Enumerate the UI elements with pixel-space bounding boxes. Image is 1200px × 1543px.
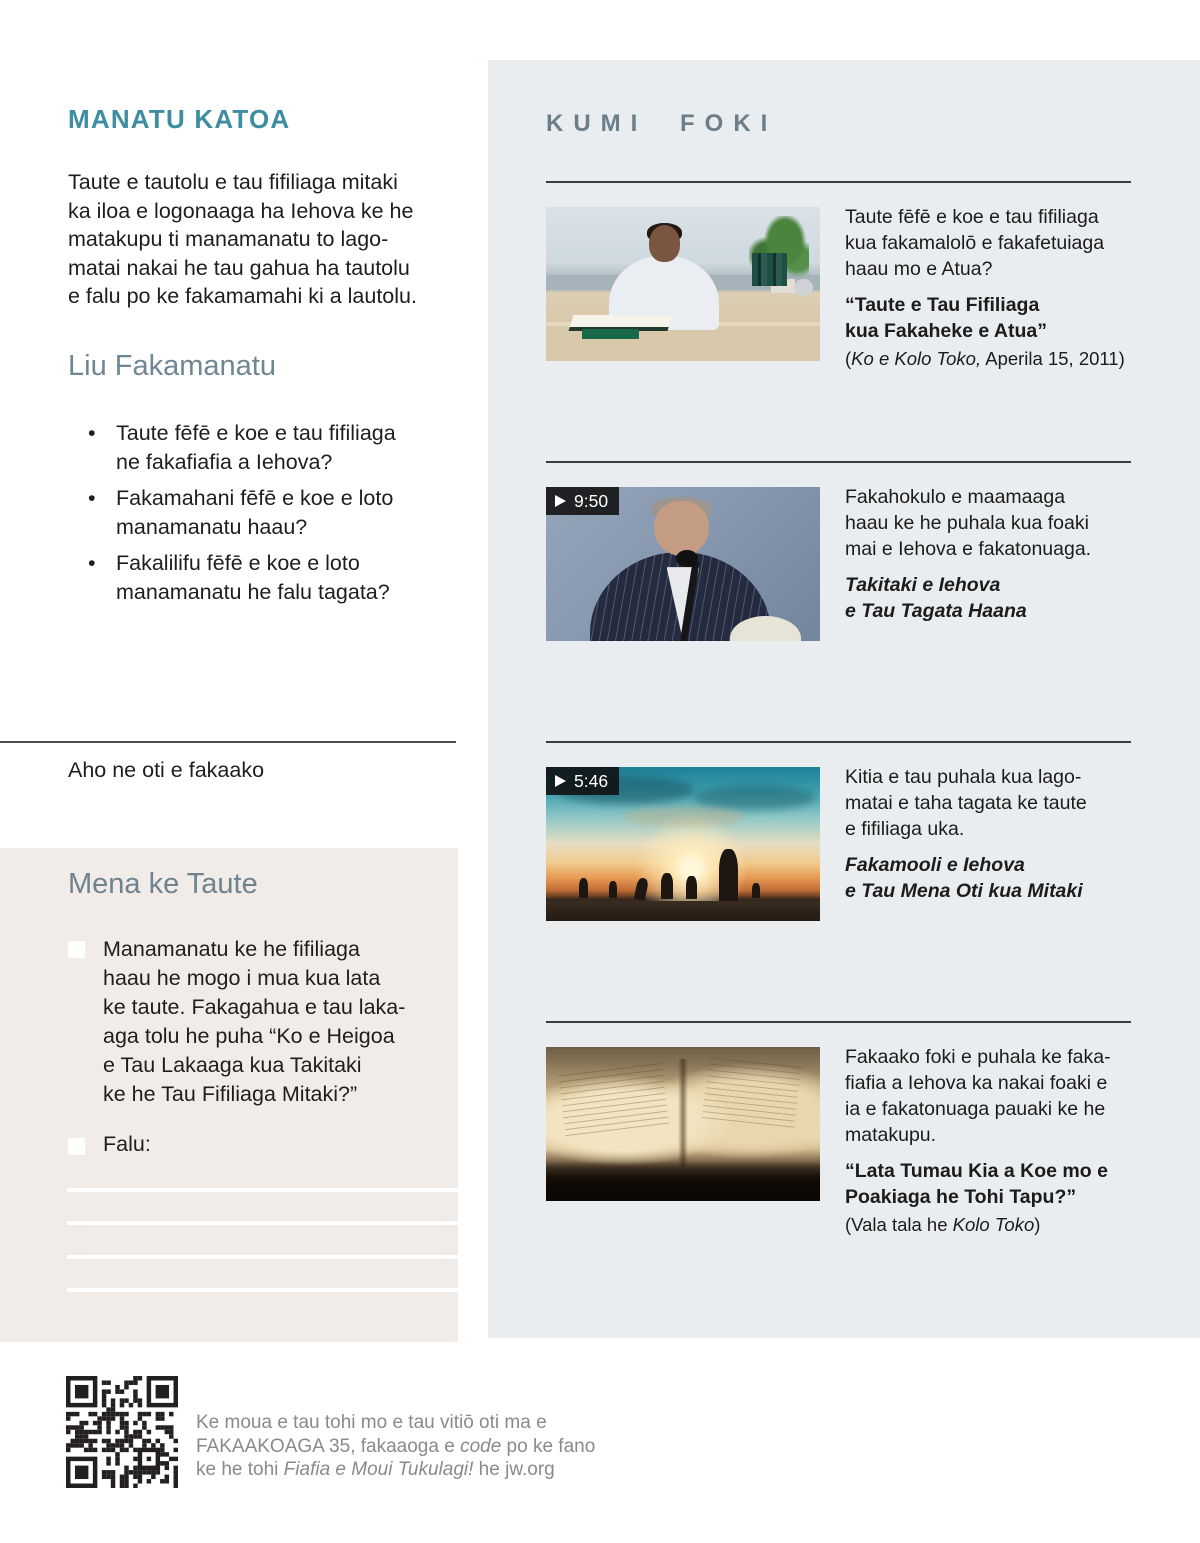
bible-shadow bbox=[546, 1161, 820, 1201]
bullet-icon: • bbox=[88, 486, 96, 510]
qr-caption-line3-pre: ke he tohi bbox=[196, 1459, 284, 1480]
speaker-video-thumbnail[interactable] bbox=[546, 487, 820, 641]
person-silhouette bbox=[719, 849, 738, 901]
item-4-paragraph: Fakaako foki e puhala ke faka- fiafia a Iehova ka nakai foaki e ia e fakatonuaga pauaki ke he matakupu. bbox=[845, 1046, 1111, 1146]
overview-heading: MANATU KATOA bbox=[68, 104, 291, 134]
qr-caption-line2-pre: FAKAAKOAGA 35, fakaaoga e bbox=[196, 1435, 461, 1457]
review-bullet-list bbox=[88, 419, 396, 614]
kumi-foki-heading: KUMI FOKI bbox=[546, 110, 778, 137]
bullet-icon: • bbox=[88, 421, 96, 445]
video-duration: 5:46 bbox=[574, 770, 609, 791]
item-4-text bbox=[845, 1044, 1145, 1237]
bible-text-lines bbox=[702, 1058, 801, 1129]
qr-caption-line1: Ke moua e tau tohi mo e tau vitiō oti ma e bbox=[196, 1412, 547, 1433]
play-icon bbox=[555, 775, 566, 787]
item-2-title[interactable]: Takitaki e Iehova e Tau Tagata Haana bbox=[845, 574, 1027, 622]
item-4-source-italic: Kolo Toko bbox=[952, 1214, 1035, 1235]
write-in-line-3[interactable] bbox=[67, 1255, 458, 1259]
item-3-paragraph: Kitia e tau puhala kua lago- matai e taha tagata ke taute e fifiliaga uka. bbox=[845, 766, 1087, 840]
todo-checkbox-2[interactable] bbox=[68, 1138, 85, 1155]
shelf-books bbox=[752, 253, 788, 285]
todo-item-2-label: Falu: bbox=[103, 1132, 151, 1156]
microphone bbox=[676, 550, 698, 567]
item-divider-1 bbox=[546, 181, 1131, 183]
item-4-title[interactable]: “Lata Tumau Kia a Koe mo e Poakiaga he Tohi Tapu?” bbox=[845, 1160, 1108, 1208]
person-silhouette bbox=[661, 873, 673, 899]
bible-text-lines bbox=[559, 1062, 670, 1139]
item-divider-2 bbox=[546, 461, 1131, 463]
todo-heading: Mena ke Taute bbox=[68, 868, 258, 900]
review-bullet-1-text: Taute fēfē e koe e tau fifiliaga ne fakafiafia a Iehova? bbox=[116, 421, 396, 474]
item-1-source-pre: ( bbox=[845, 348, 852, 369]
item-3-title[interactable]: Fakamooli e Iehova e Tau Mena Oti kua Mitaki bbox=[845, 854, 1083, 902]
qr-caption-line3-italic: Fiafia e Moui Tukulagi! bbox=[283, 1459, 474, 1480]
item-divider-3 bbox=[546, 741, 1131, 743]
todo-item-1-text: Manamanatu ke he fifiliaga haau he mogo i mua kua lata ke taute. Fakagahua e tau laka- aga tolu he puha “Ko e Heigoa e Tau Lakaaga kua Takitaki ke he Tau Fifiliaga Mitaki?” bbox=[103, 937, 406, 1106]
item-2-text bbox=[845, 484, 1145, 624]
item-1-source-post: Aperila 15, 2011) bbox=[981, 348, 1125, 369]
qr-caption-line2-post: po ke fano bbox=[501, 1435, 596, 1457]
item-1-title[interactable]: “Taute e Tau Fifiliaga kua Fakaheke e Atua” bbox=[845, 294, 1047, 342]
man-head bbox=[649, 225, 681, 262]
item-2-paragraph: Fakahokulo e maamaaga haau ke he puhala kua foaki mai e Iehova e fakatonuaga. bbox=[845, 486, 1092, 560]
green-book bbox=[582, 329, 640, 339]
cloud bbox=[623, 807, 744, 825]
clock bbox=[794, 279, 813, 296]
qr-code-icon bbox=[66, 1376, 178, 1488]
item-4-source-post: ) bbox=[1034, 1214, 1041, 1235]
bullet-icon: • bbox=[88, 551, 96, 575]
person-silhouette bbox=[579, 878, 589, 898]
write-in-line-1[interactable] bbox=[67, 1188, 458, 1192]
person-silhouette bbox=[609, 881, 617, 898]
study-done-label: Aho ne oti e fakaako bbox=[68, 758, 265, 782]
study-article-photo bbox=[546, 207, 820, 361]
bible-article-photo bbox=[546, 1047, 820, 1201]
write-in-line-4[interactable] bbox=[67, 1288, 458, 1292]
item-1-source bbox=[845, 347, 1145, 371]
video-duration-badge bbox=[546, 487, 619, 515]
speaker-head bbox=[654, 501, 709, 556]
video-duration-badge bbox=[546, 767, 619, 795]
video-duration: 9:50 bbox=[574, 490, 609, 511]
person-silhouette bbox=[634, 877, 649, 900]
ground bbox=[546, 901, 820, 921]
item-1-text bbox=[845, 204, 1145, 371]
review-bullet-2 bbox=[88, 484, 396, 542]
item-1-source-italic: Ko e Kolo Toko, bbox=[851, 348, 982, 369]
review-bullet-1 bbox=[88, 419, 396, 477]
qr-caption bbox=[196, 1411, 595, 1482]
person-silhouette bbox=[752, 883, 760, 898]
item-1-paragraph: Taute fēfē e koe e tau fifiliaga kua fakamalolō e fakafetuiaga haau mo e Atua? bbox=[845, 206, 1105, 280]
item-3-text bbox=[845, 764, 1145, 904]
review-bullet-2-text: Fakamahani fēfē e koe e loto manamanatu haau? bbox=[116, 486, 394, 539]
item-divider-4 bbox=[546, 1021, 1131, 1023]
item-4-source bbox=[845, 1213, 1145, 1237]
qr-caption-line3-post: he jw.org bbox=[473, 1459, 555, 1480]
cloud bbox=[694, 785, 815, 810]
person-silhouette bbox=[686, 876, 697, 899]
review-heading: Liu Fakamanatu bbox=[68, 350, 276, 382]
bible-gutter bbox=[678, 1059, 689, 1167]
play-icon bbox=[555, 495, 566, 507]
qr-caption-line2-italic: code bbox=[460, 1435, 502, 1457]
sunset-video-thumbnail[interactable] bbox=[546, 767, 820, 921]
todo-checkbox-1[interactable] bbox=[68, 941, 85, 958]
item-4-source-pre: (Vala tala he bbox=[845, 1214, 953, 1235]
left-divider bbox=[0, 741, 456, 743]
review-bullet-3-text: Fakalilifu fēfē e koe e loto manamanatu he falu tagata? bbox=[116, 551, 390, 604]
review-bullet-3 bbox=[88, 549, 396, 607]
write-in-line-2[interactable] bbox=[67, 1221, 458, 1225]
overview-paragraph: Taute e tautolu e tau fifiliaga mitaki ka iloa e logonaaga ha Iehova ke he matakupu ti manamanatu to lago- matai nakai he tau gahua ha tautolu e falu po ke fakamamahi ki a lautolu. bbox=[68, 170, 417, 309]
